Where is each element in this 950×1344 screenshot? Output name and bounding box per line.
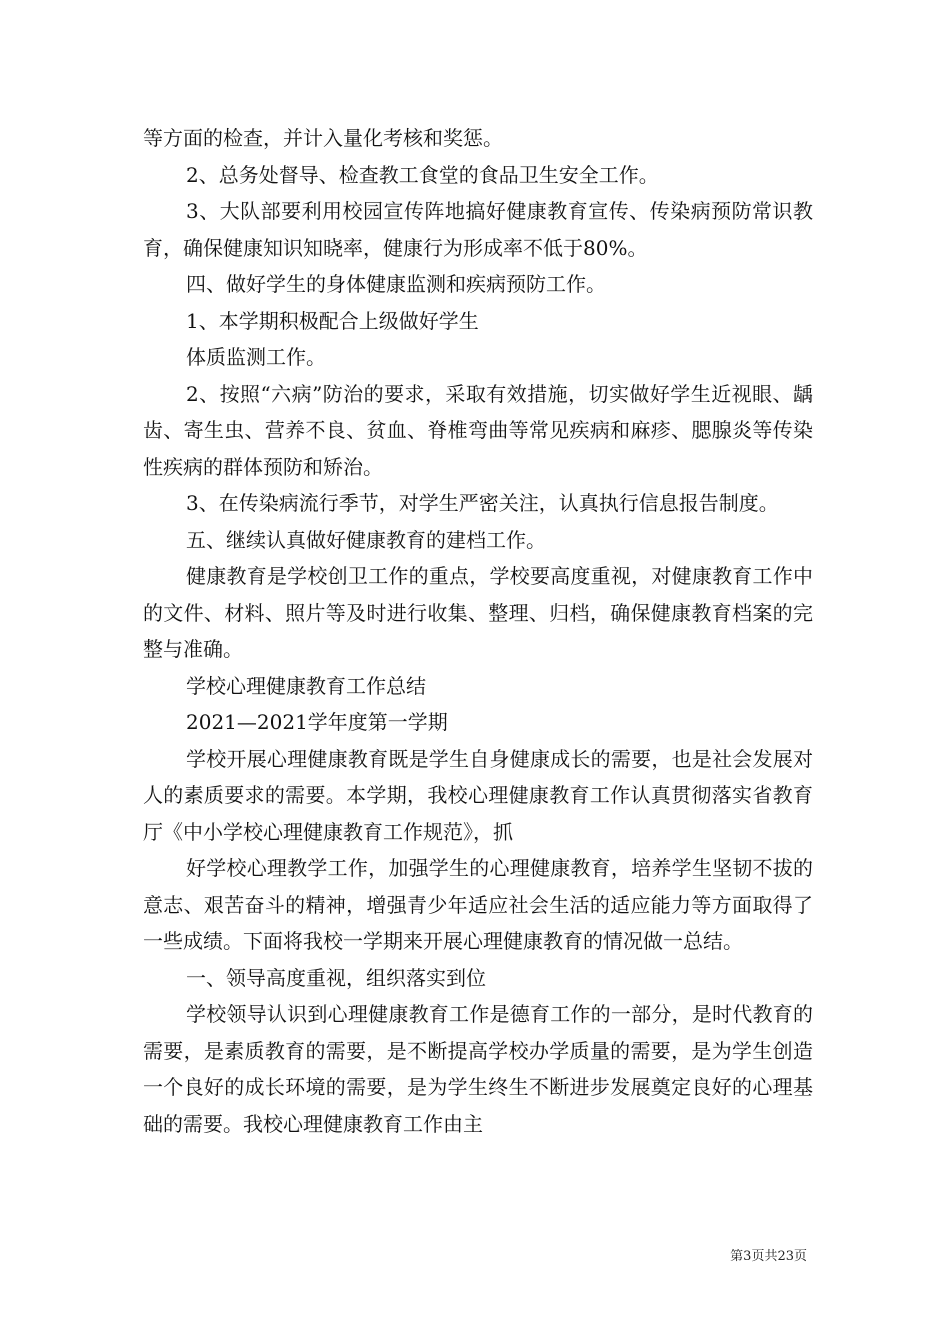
- paragraph: 1、本学期积极配合上级做好学生: [186, 308, 479, 333]
- document-title: 学校心理健康教育工作总结: [186, 673, 426, 698]
- section-heading: 五、继续认真做好健康教育的建档工作。: [186, 527, 546, 552]
- paragraph: 3、大队部要利用校园宣传阵地搞好健康教育宣传、传染病预防常识教育，确保健康知识知晓率，健康行为形成率不低于80%。: [143, 199, 813, 260]
- section-heading: 四、做好学生的身体健康监测和疾病预防工作。: [186, 272, 606, 296]
- paragraph: 3、在传染病流行季节，对学生严密关注，认真执行信息报告制度。: [186, 491, 779, 515]
- paragraph: 好学校心理教学工作，加强学生的心理健康教育，培养学生坚韧不拔的意志、艰苦奋斗的精神，增强青少年适应社会生活的适应能力等方面取得了一些成绩。下面将我校一学期来开展心理健康教育的情况做一总结。: [143, 856, 813, 953]
- paragraph: 体质监测工作。: [186, 345, 326, 369]
- paragraph: 等方面的检查，并计入量化考核和奖惩。: [143, 126, 503, 150]
- section-heading: 一、领导高度重视，组织落实到位: [186, 965, 486, 990]
- paragraph: 2、按照“六病”防治的要求，采取有效措施，切实做好学生近视眼、龋齿、寄生虫、营养不良、贫血、脊椎弯曲等常见疾病和麻疹、腮腺炎等传染性疾病的群体预防和矫治。: [143, 381, 813, 479]
- page-number-footer: 第3页共23页: [730, 1249, 807, 1264]
- paragraph: 健康教育是学校创卫工作的重点，学校要高度重视，对健康教育工作中的文件、材料、照片等及时进行收集、整理、归档，确保健康教育档案的完整与准确。: [143, 564, 813, 661]
- paragraph: 2、总务处督导、检查教工食堂的食品卫生安全工作。: [186, 162, 659, 187]
- paragraph: 学校领导认识到心理健康教育工作是德育工作的一部分，是时代教育的需要，是素质教育的需要，是不断提高学校办学质量的需要，是为学生创造一个良好的成长环境的需要，是为学生终生不断进步发展奠定良好的心理基础的需要。我校心理健康教育工作由主: [143, 1002, 813, 1136]
- paragraph: 学校开展心理健康教育既是学生自身健康成长的需要，也是社会发展对人的素质要求的需要。本学期，我校心理健康教育工作认真贯彻落实省教育厅《中小学校心理健康教育工作规范》，抓: [143, 746, 813, 844]
- document-subtitle: 2021—2021学年度第一学期: [186, 710, 448, 734]
- document-body: [143, 120, 813, 1142]
